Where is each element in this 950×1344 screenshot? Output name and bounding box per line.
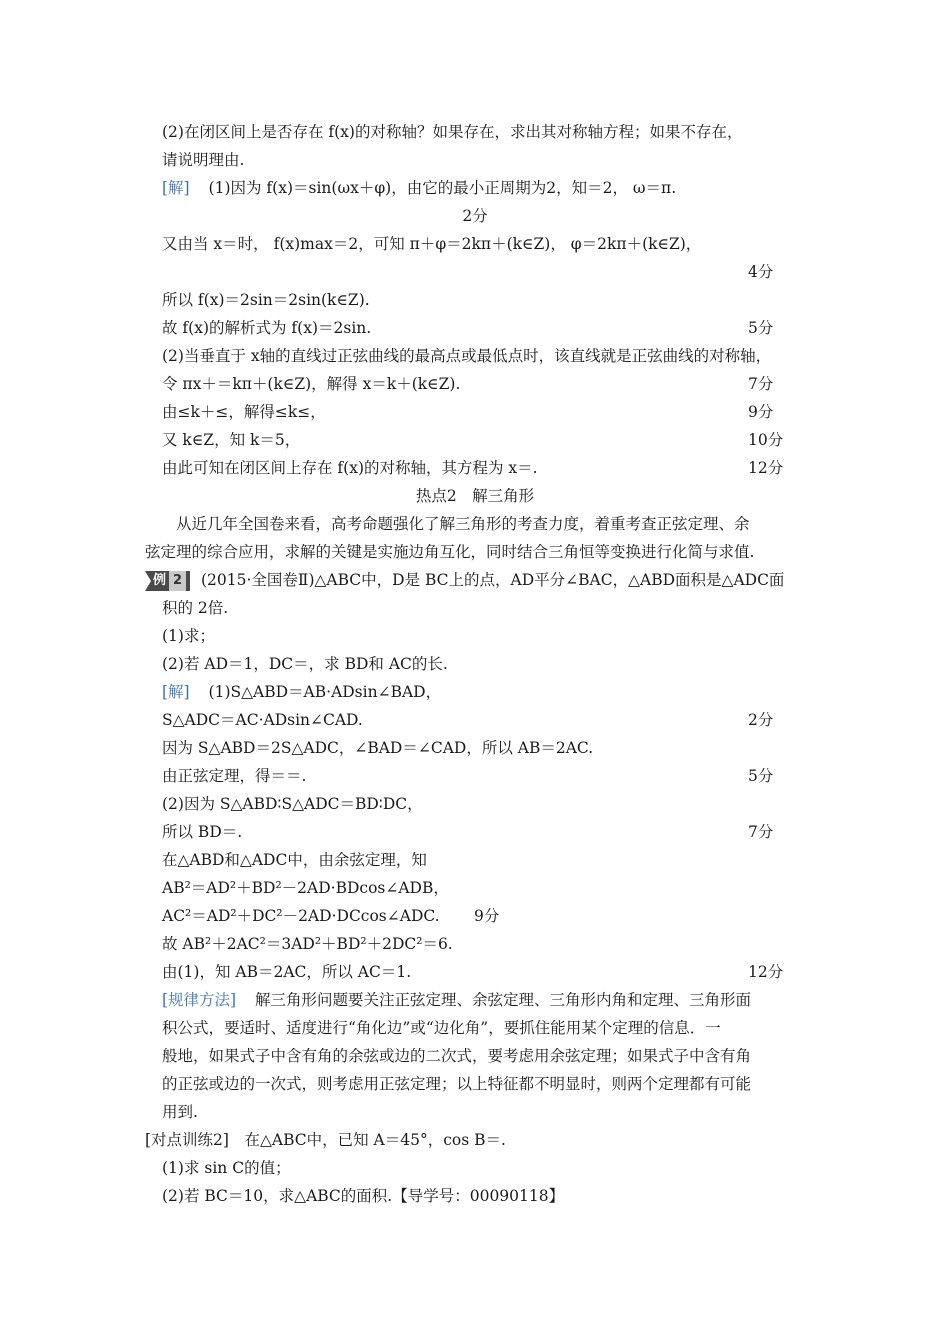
score-9: 9分 (748, 403, 774, 421)
answer-line4: 由正弦定理，得＝＝. (162, 767, 307, 785)
method-tag: [规律方法] (162, 991, 237, 1009)
answer-score-5: 5分 (748, 767, 774, 785)
method-line4: 的正弦或边的一次式，则考虑用正弦定理；以上特征都不明显时，则两个定理都有可能 (162, 1075, 752, 1093)
answer-line7: 在△ABD和△ADC中，由余弦定理，知 (162, 851, 427, 869)
score-2: 2分 (462, 207, 488, 225)
solution-line-10: 又 k∈Z，知 k＝5， (162, 431, 301, 449)
training-line1: [对点训练2] 在△ABC中，已知 A＝45°，cos B＝. (145, 1131, 506, 1149)
answer-score-2: 2分 (748, 711, 774, 729)
method-line5: 用到. (162, 1103, 198, 1121)
example-badge-text: 例 (153, 573, 167, 588)
example-badge-number: 2 (169, 571, 186, 591)
method-line3: 般地，如果式子中含有角的余弦或边的二次式，要考虑用余弦定理；如果式子中含有角 (162, 1047, 752, 1065)
solution-line-7: (2)当垂直于 x轴的直线过正弦曲线的最高点或最低点时，该直线就是正弦曲线的对称轴， (162, 347, 772, 365)
intro-paragraph-line2: 弦定理的综合应用，求解的关键是实施边角互化，同时结合三角恒等变换进行化简与求值. (145, 543, 755, 561)
intro-paragraph-line1: 从近几年全国卷来看，高考命题强化了解三角形的考查力度，着重考查正弦定理、余 (176, 515, 750, 533)
solution-line-5: 所以 f(x)＝2sin＝2sin(k∈Z). (162, 291, 370, 309)
training-line2: (1)求 sin C的值； (162, 1159, 291, 1177)
answer-tag: [解] (162, 683, 190, 701)
example-badge (145, 571, 190, 591)
answer-line11: 由(1)，知 AB＝2AC，所以 AC＝1. (162, 963, 412, 981)
answer-score-7: 7分 (748, 823, 774, 841)
example-q1: (1)求； (162, 627, 215, 645)
answer-text-1: (1)S△ABD＝AB·ADsin∠BAD， (208, 683, 442, 701)
question-part2-line2: 请说明理由. (162, 151, 245, 169)
score-7: 7分 (748, 375, 774, 393)
method-text-1: 解三角形问题要关注正弦定理、余弦定理、三角形内角和定理、三角形面 (255, 991, 752, 1009)
answer-score-12: 12分 (748, 963, 784, 981)
solution-line-4: 又由当 x＝时， f(x)max＝2，可知 π＋φ＝2kπ＋(k∈Z)， φ＝2kπ＋(k∈Z)， (162, 235, 702, 253)
example-text: (2015·全国卷Ⅱ)△ABC中，D是 BC上的点，AD平分∠BAC，△ABD面积是△ADC面 (201, 571, 785, 589)
solution-line-8: 令 πx＋＝kπ＋(k∈Z)，解得 x＝k＋(k∈Z). (162, 375, 461, 393)
example-line1 (145, 569, 784, 591)
solution-line-11: 由此可知在闭区间上存在 f(x)的对称轴，其方程为 x＝. (162, 459, 538, 477)
section-heading: 热点2 解三角形 (415, 487, 535, 505)
score-10: 10分 (748, 431, 784, 449)
answer-score-9: 9分 (474, 907, 500, 925)
answer-line2: S△ADC＝AC·ADsin∠CAD. (162, 711, 363, 729)
method-line2: 积公式，要适时、适度进行“角化边”或“边化角”，要抓住能用某个定理的信息．一 (162, 1019, 721, 1037)
answer-line10: 故 AB²＋2AC²＝3AD²＋BD²＋2DC²＝6. (162, 935, 453, 953)
solution-tag: [解] (162, 179, 190, 197)
example-line2: 积的 2倍. (162, 599, 229, 617)
score-5: 5分 (748, 319, 774, 337)
solution-line-6: 故 f(x)的解析式为 f(x)＝2sin. (162, 319, 372, 337)
solution-line (162, 177, 676, 199)
answer-line6: 所以 BD＝. (162, 823, 243, 841)
solution-line-9: 由≤k＋≤，解得≤k≤， (162, 403, 326, 421)
training-line3: (2)若 BC＝10，求△ABC的面积.【导学号：00090118】 (162, 1187, 565, 1205)
answer-line3: 因为 S△ABD＝2S△ADC，∠BAD＝∠CAD，所以 AB＝2AC. (162, 739, 594, 757)
solution-text: (1)因为 f(x)＝sin(ωx＋φ)，由它的最小正周期为2，知＝2， ω＝π. (208, 179, 677, 197)
answer-line8: AB²＝AD²＋BD²－2AD·BDcos∠ADB， (162, 879, 449, 897)
method-line1 (162, 989, 751, 1011)
answer-line1 (162, 681, 441, 703)
score-4: 4分 (748, 263, 774, 281)
question-part2-line1: (2)在闭区间上是否存在 f(x)的对称轴？如果存在，求出其对称轴方程；如果不存在， (162, 123, 743, 141)
score-12: 12分 (748, 459, 784, 477)
answer-line5: (2)因为 S△ABD∶S△ADC＝BD∶DC， (162, 795, 423, 813)
answer-line9: AC²＝AD²＋DC²－2AD·DCcos∠ADC. (162, 907, 440, 925)
example-q2: (2)若 AD＝1，DC＝，求 BD和 AC的长. (162, 655, 448, 673)
